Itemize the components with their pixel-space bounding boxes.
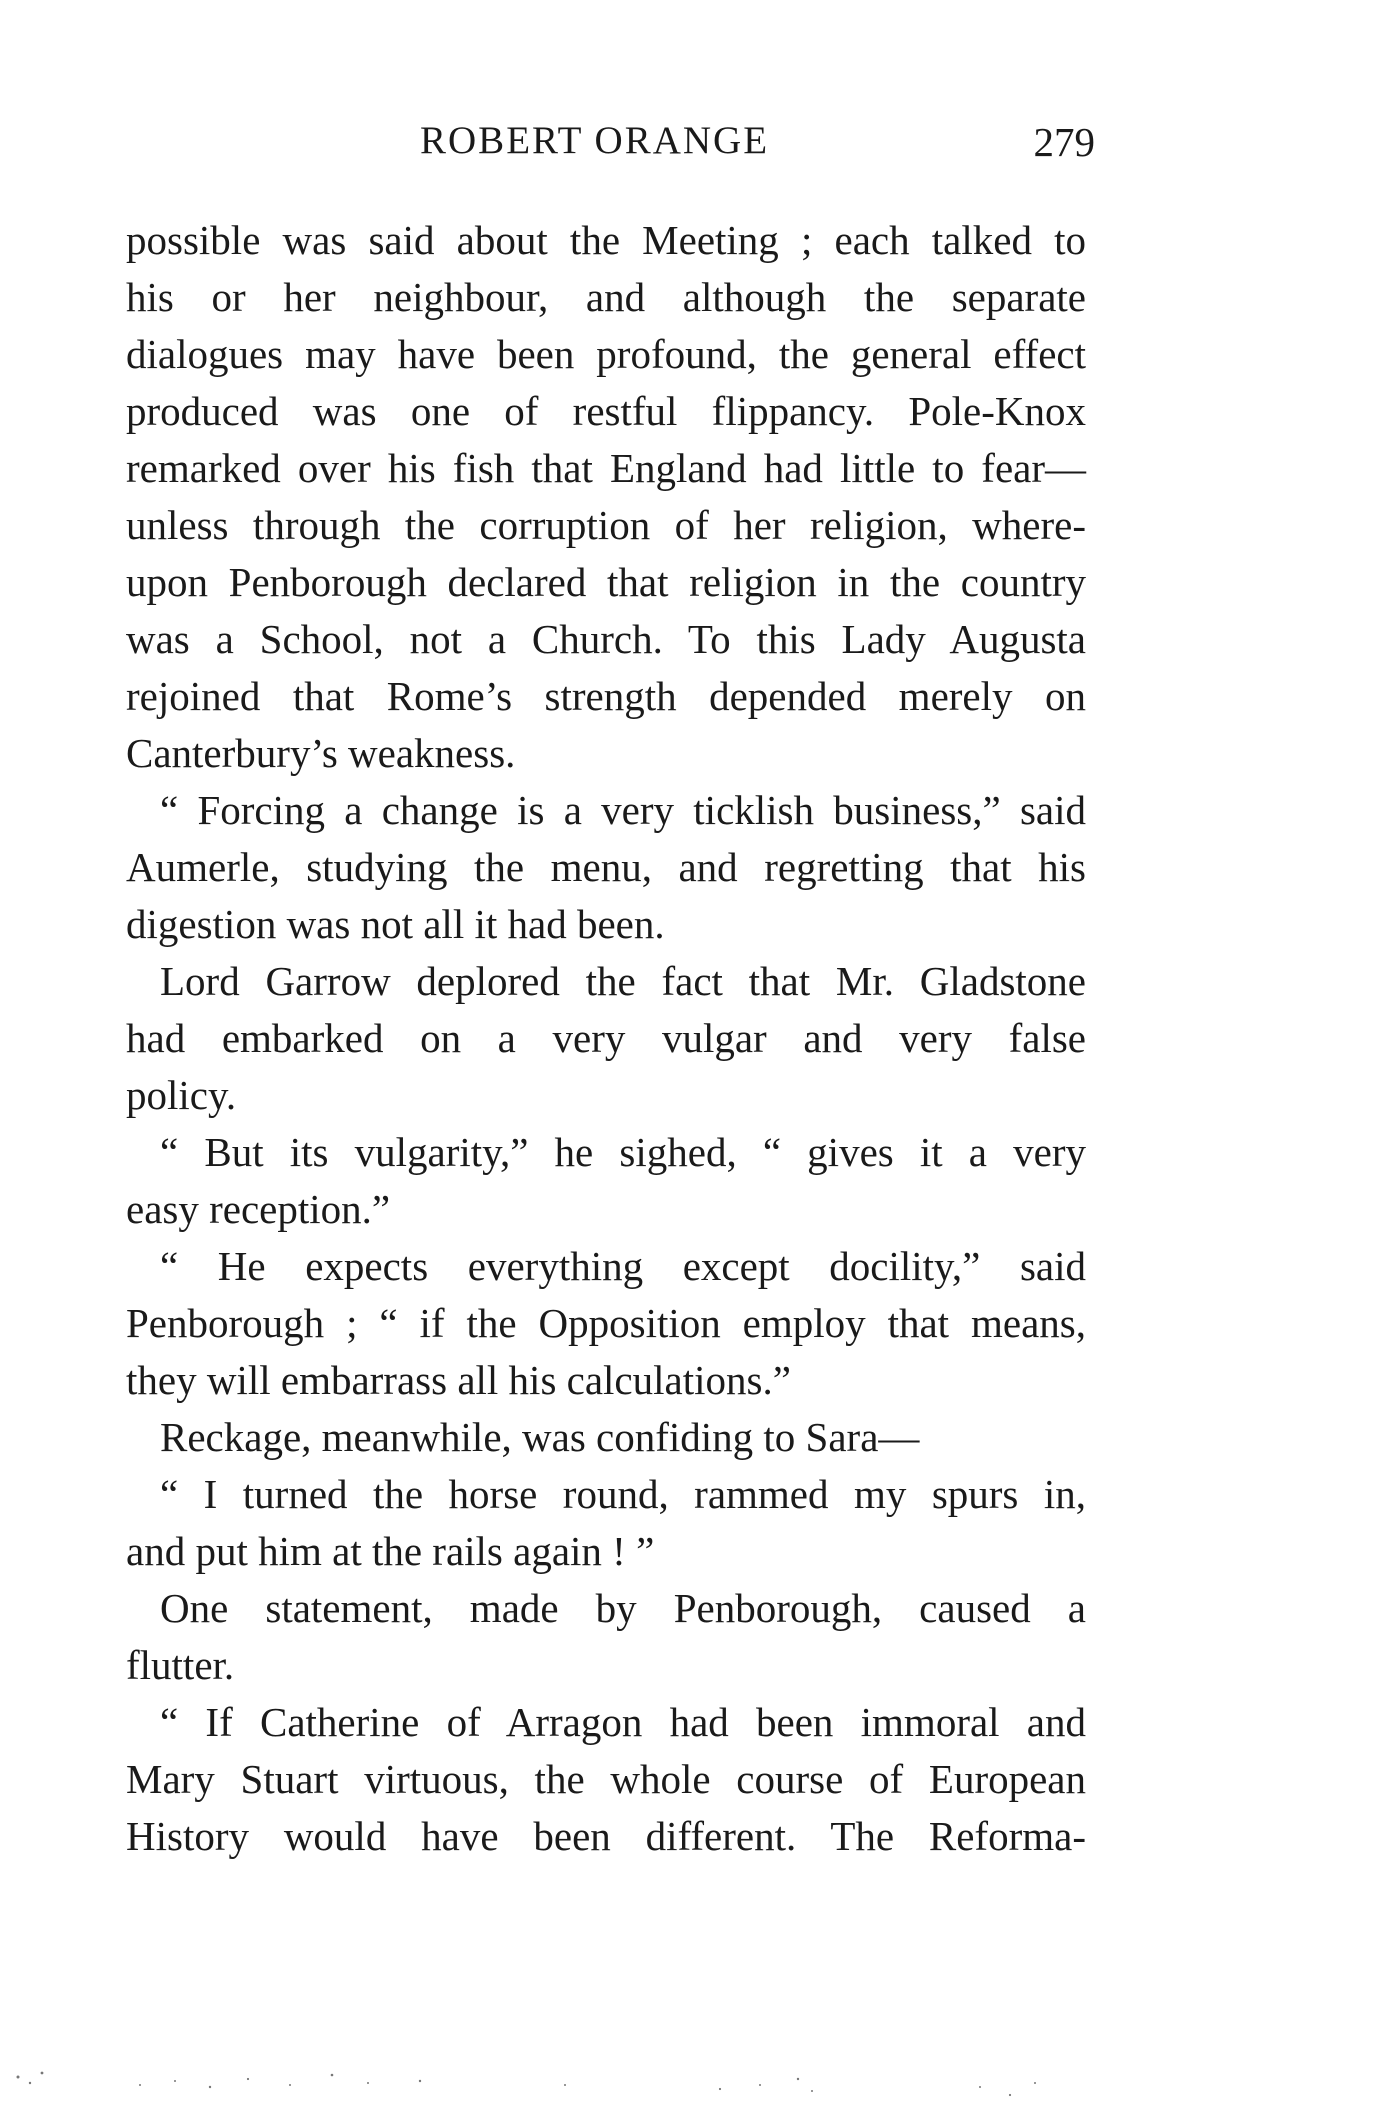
- text-line: was a School, not a Church. To this Lady Augusta: [126, 616, 1086, 662]
- text-line: policy.: [126, 1072, 237, 1118]
- text-line: digestion was not all it had been.: [126, 901, 665, 947]
- text-line: rejoined that Rome’s strength depended merely on: [126, 673, 1086, 719]
- text-line: “ Forcing a change is a very ticklish business,” said: [160, 787, 1086, 833]
- text-line: and put him at the rails again ! ”: [126, 1528, 655, 1574]
- text-line: “ I turned the horse round, rammed my spurs in,: [160, 1471, 1086, 1517]
- running-title: ROBERT ORANGE: [420, 119, 770, 162]
- text-line: Reckage, meanwhile, was confiding to Sara—: [160, 1414, 920, 1460]
- text-line: Mary Stuart virtuous, the whole course of European: [126, 1756, 1086, 1802]
- text-line: upon Penborough declared that religion in the country: [126, 559, 1086, 605]
- text-line: One statement, made by Penborough, caused a: [160, 1585, 1086, 1631]
- print-specks: [0, 2055, 1394, 2105]
- text-line: Penborough ; “ if the Opposition employ that means,: [126, 1300, 1086, 1346]
- text-line: “ He expects everything except docility,” said: [160, 1243, 1086, 1289]
- text-line: Lord Garrow deplored the fact that Mr. Gladstone: [160, 958, 1086, 1004]
- text-line: remarked over his fish that England had little to fear—: [126, 445, 1086, 491]
- text-line: his or her neighbour, and although the separate: [126, 274, 1086, 320]
- text-line: Canterbury’s weakness.: [126, 730, 516, 776]
- text-line: possible was said about the Meeting ; each talked to: [126, 217, 1086, 263]
- text-line: flutter.: [126, 1642, 235, 1688]
- text-line: unless through the corruption of her religion, where-: [126, 502, 1086, 548]
- text-line: produced was one of restful flippancy. Pole-Knox: [126, 388, 1086, 434]
- text-line: had embarked on a very vulgar and very false: [126, 1015, 1086, 1061]
- text-line: easy reception.”: [126, 1186, 391, 1232]
- text-line: History would have been different. The Reforma-: [126, 1813, 1086, 1859]
- text-line: “ But its vulgarity,” he sighed, “ gives it a very: [160, 1129, 1086, 1175]
- text-line: “ If Catherine of Arragon had been immoral and: [160, 1699, 1086, 1745]
- text-line: dialogues may have been profound, the general effect: [126, 331, 1086, 377]
- page-number: 279: [1033, 119, 1095, 165]
- body-text: [126, 212, 1086, 1865]
- running-head: [120, 118, 1095, 178]
- text-line: Aumerle, studying the menu, and regretting that his: [126, 844, 1086, 890]
- text-line: they will embarrass all his calculations.”: [126, 1357, 791, 1403]
